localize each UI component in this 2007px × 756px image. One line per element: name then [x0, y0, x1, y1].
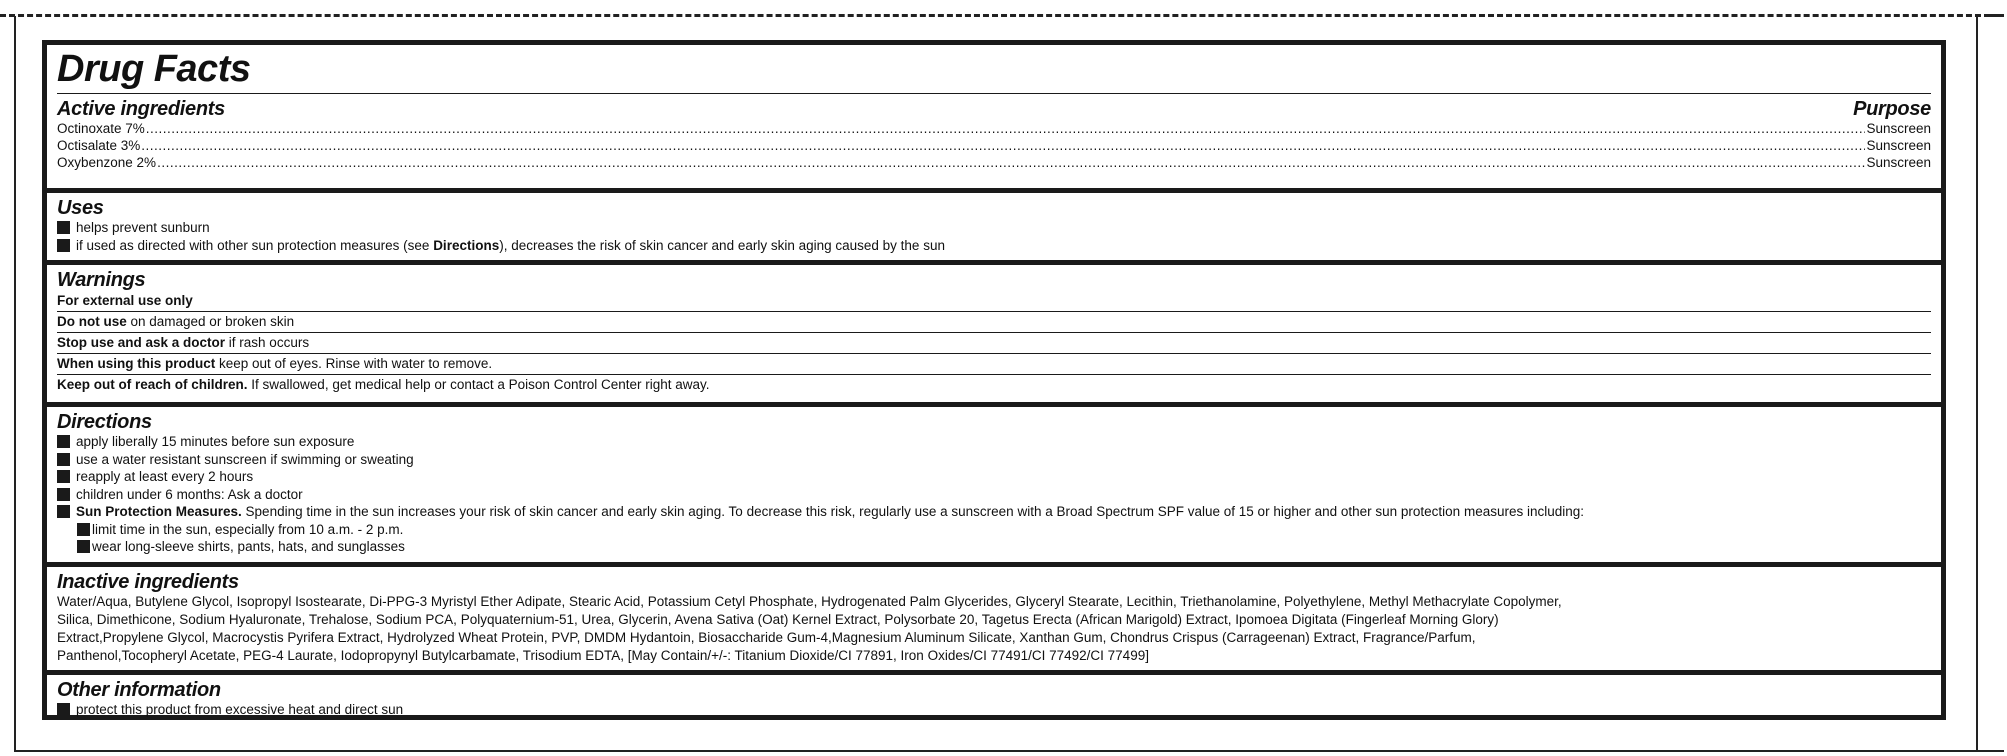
- cut-line-tick: [1990, 14, 2004, 17]
- leader-dots: [146, 120, 1866, 137]
- bullet-icon: [57, 488, 70, 501]
- warning-text: if rash occurs: [225, 335, 310, 350]
- active-ingredients-heading: Active ingredients: [57, 98, 225, 120]
- page-title: Drug Facts: [57, 48, 251, 90]
- bullet-icon: [57, 221, 70, 234]
- directions-heading: Directions: [57, 411, 152, 433]
- inactive-line: Panthenol,Tocopheryl Acetate, PEG-4 Laurate, Iodopropynyl Butylcarbamate, Trisodium EDTA, [May Contain/+/-: Titanium Dioxide/CI 77891, Iron Oxides/CI 77491/CI 77492/CI 77499]: [57, 648, 1149, 663]
- trim-line-bottom: [14, 750, 1976, 752]
- trim-line-left: [14, 16, 16, 752]
- directions-item: [57, 433, 1931, 451]
- ingredient-purpose: Sunscreen: [1866, 121, 1931, 136]
- warning-bold: When using this product: [57, 356, 216, 371]
- other-item: [57, 701, 1931, 719]
- uses-item-text: if used as directed with other sun protection measures (see: [76, 237, 434, 253]
- directions-item-text: use a water resistant sunscreen if swimming or sweating: [76, 451, 414, 467]
- directions-item: [57, 451, 1931, 469]
- other-information-heading: Other information: [57, 679, 221, 701]
- leader-dots: [157, 154, 1865, 171]
- directions-item-text: reapply at least every 2 hours: [76, 469, 254, 484]
- bullet-icon: [77, 540, 90, 553]
- drug-facts-panel: [42, 40, 1946, 720]
- directions-subitem-text: limit time in the sun, especially from 10 a.m. - 2 p.m.: [92, 521, 404, 537]
- bullet-icon: [57, 435, 70, 448]
- directions-item: [57, 468, 1931, 486]
- inactive-ingredients-section: [47, 562, 1941, 670]
- directions-item-text: apply liberally 15 minutes before sun exposure: [76, 434, 355, 449]
- inactive-line: Extract,Propylene Glycol, Macrocystis Pyrifera Extract, Hydrolyzed Wheat Protein, PVP, DMDM Hydantoin, Biosaccharide Gum-4,Magnesium Aluminum Silicate, Xanthan Gum, Chondrus Crispus (Carrageenan) Extract, Fragrance/Parfum,: [57, 630, 1476, 645]
- directions-item: [57, 503, 1931, 521]
- warning-bold: Stop use and ask a doctor: [57, 335, 226, 350]
- warning-text: on damaged or broken skin: [126, 314, 295, 329]
- ingredient-purpose: Sunscreen: [1866, 138, 1931, 153]
- warning-text: If swallowed, get medical help or contact a Poison Control Center right away.: [247, 377, 710, 392]
- bullet-icon: [57, 453, 70, 466]
- other-item-text: protect this product from excessive heat and direct sun: [76, 702, 404, 717]
- directions-item-text: children under 6 months: Ask a doctor: [76, 486, 303, 502]
- uses-item-text: ), decreases the risk of skin cancer and early skin aging caused by the sun: [499, 237, 945, 253]
- bullet-icon: [57, 505, 70, 518]
- active-heading-row: [57, 98, 1931, 120]
- uses-item: [57, 237, 1931, 255]
- directions-item-text: Spending time in the sun increases your risk of skin cancer and early skin aging. To decrease this risk, regularly use a sunscreen with a Broad Spectrum SPF value of 15 or higher and other sun protection measures including:: [241, 504, 1585, 519]
- uses-heading: Uses: [57, 197, 104, 219]
- bullet-icon: [57, 703, 70, 716]
- title-rule: [57, 93, 1931, 94]
- other-information-section: [47, 670, 1941, 722]
- warning-stop-use: [57, 332, 1931, 353]
- ingredient-purpose: Sunscreen: [1866, 155, 1931, 170]
- active-ingredients-section: [47, 47, 1941, 188]
- directions-subitem-text: wear long-sleeve shirts, pants, hats, and sunglasses: [92, 539, 405, 554]
- warning-keep-out: [57, 374, 1931, 395]
- directions-subitem: [57, 521, 1931, 539]
- inactive-line: Silica, Dimethicone, Sodium Hyaluronate, Trehalose, Sodium PCA, Polyquaternium-51, Urea, Glycerin, Avena Sativa (Oat) Kernel Extract, Polysorbate 20, Tagetus Erecta (African Marigold) Extract, Ipomoea Digitata (Fingerleaf Morning Glory): [57, 612, 1499, 627]
- active-ingredient-row: [57, 137, 1931, 154]
- leader-dots: [141, 137, 1865, 154]
- warning-bold: Keep out of reach of children.: [57, 377, 248, 392]
- active-ingredient-row: [57, 120, 1931, 137]
- directions-section: [47, 402, 1941, 562]
- active-ingredient-row: [57, 154, 1931, 171]
- directions-subitem: [57, 538, 1931, 556]
- ingredient-name: Octisalate 3%: [57, 138, 141, 153]
- ingredient-name: Oxybenzone 2%: [57, 155, 157, 170]
- bullet-icon: [57, 470, 70, 483]
- warning-when-using: [57, 353, 1931, 374]
- cut-line-top: [0, 14, 1990, 17]
- trim-line-tick: [1978, 750, 2004, 752]
- bullet-icon: [57, 239, 70, 252]
- warnings-section: [47, 260, 1941, 402]
- warning-external: For external use only: [57, 293, 193, 308]
- inactive-line: Water/Aqua, Butylene Glycol, Isopropyl Isostearate, Di-PPG-3 Myristyl Ether Adipate, Stearic Acid, Potassium Cetyl Phosphate, Hydrogenated Palm Glycerides, Glyceryl Stearate, Lecithin, Triethanolamine, Polyethylene, Methyl Methacrylate Copolymer,: [57, 594, 1562, 609]
- warning-do-not-use: [57, 311, 1931, 332]
- warnings-heading: Warnings: [57, 269, 146, 291]
- uses-item-bold: Directions: [433, 237, 500, 253]
- bullet-icon: [77, 523, 90, 536]
- ingredient-name: Octinoxate 7%: [57, 121, 145, 136]
- directions-item: [57, 486, 1931, 504]
- warning-bold: Do not use: [57, 314, 127, 329]
- uses-section: [47, 188, 1941, 260]
- inactive-ingredients-heading: Inactive ingredients: [57, 571, 239, 593]
- purpose-heading: Purpose: [1853, 98, 1931, 120]
- uses-item-text: helps prevent sunburn: [76, 220, 210, 235]
- warning-text: keep out of eyes. Rinse with water to remove.: [215, 356, 493, 371]
- trim-line-right: [1976, 16, 1978, 752]
- directions-bold: Sun Protection Measures.: [76, 504, 242, 519]
- uses-item: [57, 219, 1931, 237]
